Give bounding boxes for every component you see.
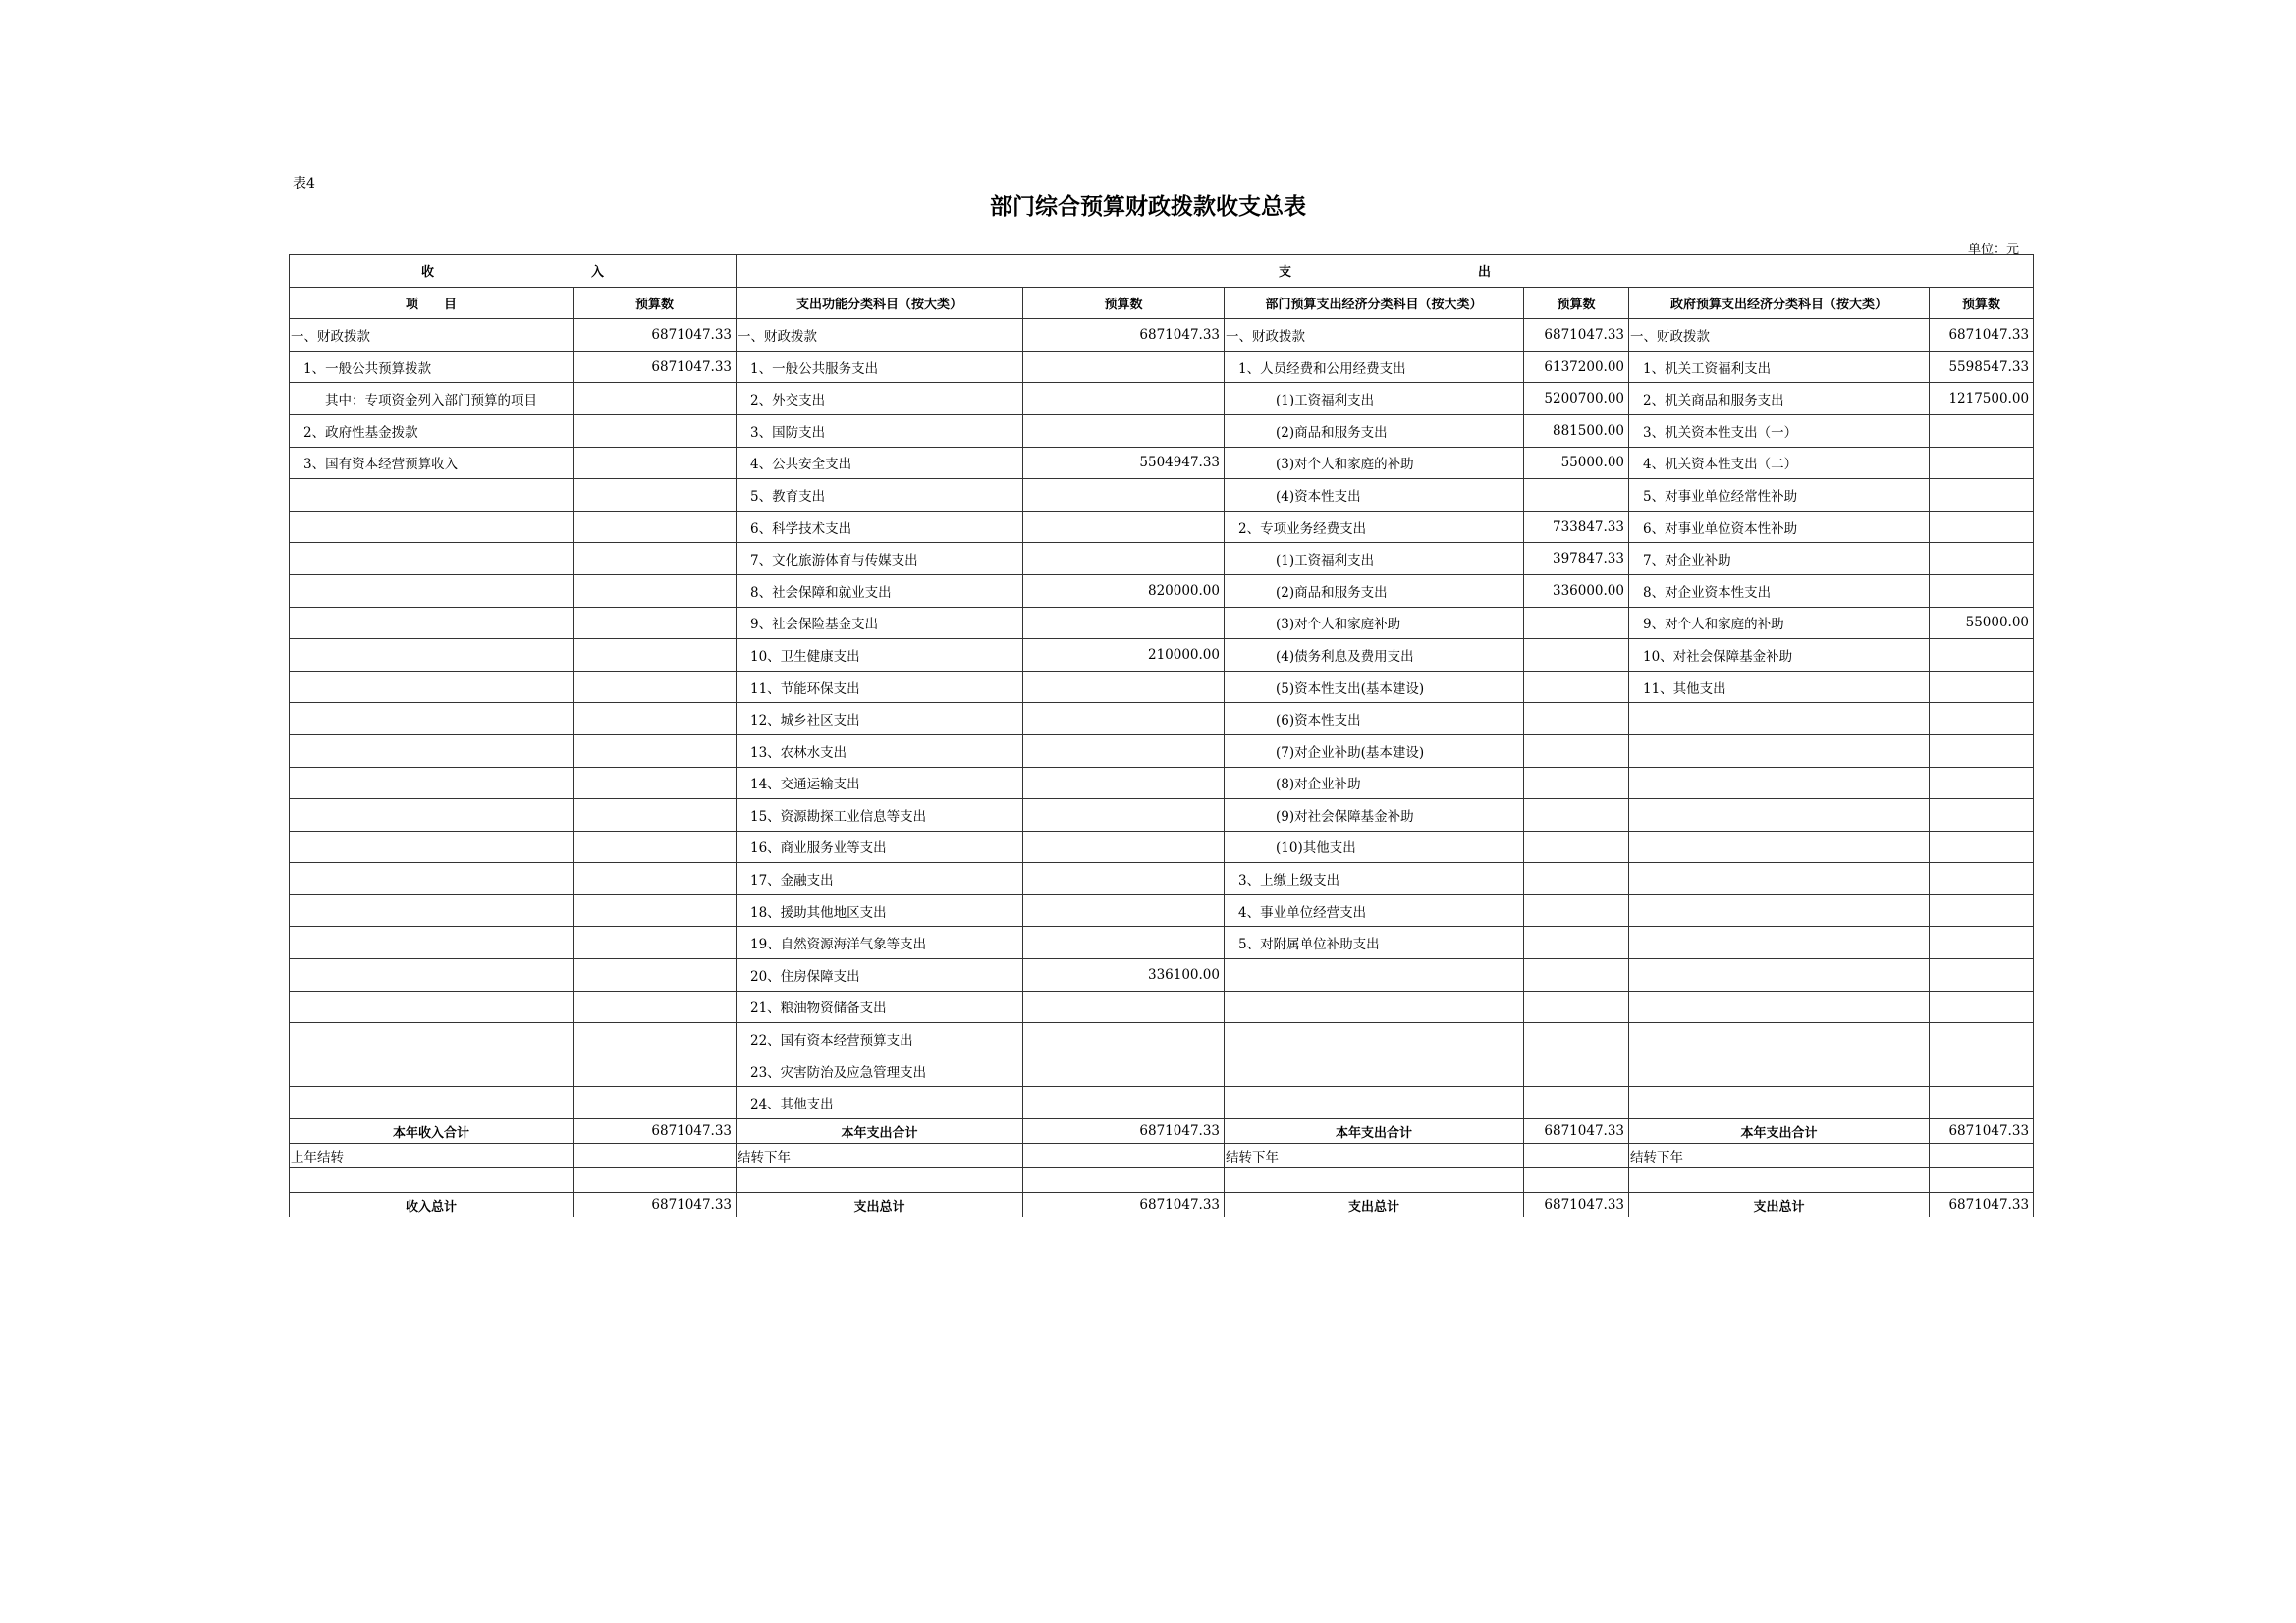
gov-econ-item-cell: 7、对企业补助	[1629, 543, 1930, 575]
table-number: 表4	[293, 176, 315, 191]
table-footer	[290, 1119, 2034, 1217]
dept-econ-item-cell: (3)对个人和家庭补助	[1225, 607, 1524, 639]
year-expense-total-value: 6871047.33	[1524, 1119, 1629, 1144]
dept-econ-budget-cell	[1524, 671, 1629, 703]
income-budget-cell: 6871047.33	[574, 319, 737, 352]
func-item-cell: 20、住房保障支出	[737, 959, 1023, 992]
dept-econ-item-cell	[1225, 1087, 1524, 1119]
gov-econ-item-cell	[1629, 894, 1930, 927]
col-budget-header: 预算数	[1524, 287, 1629, 319]
func-item-cell: 6、科学技术支出	[737, 511, 1023, 543]
dept-econ-item-cell	[1225, 959, 1524, 992]
prev-carry-label: 上年结转	[290, 1144, 574, 1168]
func-budget-cell	[1023, 927, 1225, 959]
blank-row	[290, 1168, 2034, 1193]
col-budget-header: 预算数	[574, 287, 737, 319]
income-budget-cell	[574, 799, 737, 832]
col-budget-header: 预算数	[1023, 287, 1225, 319]
income-budget-cell	[574, 831, 737, 863]
income-header: 收 入	[290, 255, 737, 288]
func-budget-cell	[1023, 991, 1225, 1023]
table-row	[290, 319, 2034, 352]
expense-grand-total-value: 6871047.33	[1023, 1193, 1225, 1217]
dept-econ-item-cell: (2)商品和服务支出	[1225, 574, 1524, 607]
func-item-cell: 2、外交支出	[737, 383, 1023, 415]
carry-next-label: 结转下年	[737, 1144, 1023, 1168]
gov-econ-budget-cell	[1930, 799, 2034, 832]
gov-econ-item-cell	[1629, 799, 1930, 832]
dept-econ-item-cell: (9)对社会保障基金补助	[1225, 799, 1524, 832]
gov-econ-item-cell: 6、对事业单位资本性补助	[1629, 511, 1930, 543]
func-budget-cell	[1023, 671, 1225, 703]
gov-econ-budget-cell	[1930, 927, 2034, 959]
gov-econ-item-cell: 11、其他支出	[1629, 671, 1930, 703]
dept-econ-budget-cell	[1524, 1023, 1629, 1055]
table-row	[290, 414, 2034, 447]
func-item-cell: 12、城乡社区支出	[737, 703, 1023, 735]
gov-econ-budget-cell	[1930, 831, 2034, 863]
dept-econ-item-cell	[1225, 991, 1524, 1023]
header-row-main	[290, 255, 2034, 288]
dept-econ-item-cell	[1225, 1023, 1524, 1055]
gov-econ-item-cell	[1629, 1055, 1930, 1087]
func-budget-cell	[1023, 703, 1225, 735]
func-item-cell: 1、一般公共服务支出	[737, 351, 1023, 383]
gov-econ-budget-cell	[1930, 894, 2034, 927]
func-item-cell: 一、财政拨款	[737, 319, 1023, 352]
income-budget-cell	[574, 991, 737, 1023]
income-item-cell: 1、一般公共预算拨款	[290, 351, 574, 383]
gov-econ-budget-cell: 55000.00	[1930, 607, 2034, 639]
income-item-cell	[290, 671, 574, 703]
income-item-cell	[290, 1055, 574, 1087]
gov-econ-item-cell: 3、机关资本性支出（一）	[1629, 414, 1930, 447]
col-budget-header: 预算数	[1930, 287, 2034, 319]
func-budget-cell	[1023, 414, 1225, 447]
income-item-cell	[290, 1023, 574, 1055]
gov-econ-item-cell: 5、对事业单位经常性补助	[1629, 479, 1930, 512]
income-budget-cell	[574, 607, 737, 639]
income-budget-cell	[574, 959, 737, 992]
col-func-header: 支出功能分类科目（按大类）	[737, 287, 1023, 319]
dept-econ-budget-cell	[1524, 894, 1629, 927]
gov-econ-item-cell	[1629, 734, 1930, 767]
func-item-cell: 15、资源勘探工业信息等支出	[737, 799, 1023, 832]
gov-econ-budget-cell: 5598547.33	[1930, 351, 2034, 383]
func-item-cell: 16、商业服务业等支出	[737, 831, 1023, 863]
income-budget-cell	[574, 927, 737, 959]
table-row	[290, 991, 2034, 1023]
gov-econ-budget-cell	[1930, 767, 2034, 799]
income-budget-cell	[574, 1023, 737, 1055]
func-budget-cell	[1023, 351, 1225, 383]
table-row	[290, 447, 2034, 479]
dept-econ-item-cell: (4)资本性支出	[1225, 479, 1524, 512]
table-row	[290, 767, 2034, 799]
budget-table	[289, 254, 2034, 1217]
gov-econ-budget-cell	[1930, 991, 2034, 1023]
func-budget-cell	[1023, 799, 1225, 832]
func-item-cell: 7、文化旅游体育与传媒支出	[737, 543, 1023, 575]
gov-econ-budget-cell	[1930, 671, 2034, 703]
income-grand-total-value: 6871047.33	[574, 1193, 737, 1217]
table-row	[290, 734, 2034, 767]
gov-econ-budget-cell	[1930, 543, 2034, 575]
dept-econ-item-cell: (8)对企业补助	[1225, 767, 1524, 799]
func-item-cell: 13、农林水支出	[737, 734, 1023, 767]
income-item-cell	[290, 991, 574, 1023]
gov-econ-item-cell	[1629, 991, 1930, 1023]
year-expense-total-value: 6871047.33	[1930, 1119, 2034, 1144]
gov-econ-item-cell: 4、机关资本性支出（二）	[1629, 447, 1930, 479]
gov-econ-item-cell	[1629, 767, 1930, 799]
gov-econ-budget-cell	[1930, 863, 2034, 895]
income-budget-cell	[574, 479, 737, 512]
income-item-cell	[290, 927, 574, 959]
income-item-cell	[290, 479, 574, 512]
table-row	[290, 1055, 2034, 1087]
table-row	[290, 607, 2034, 639]
income-budget-cell	[574, 894, 737, 927]
table-row	[290, 351, 2034, 383]
expense-header: 支 出	[737, 255, 2034, 288]
income-item-cell	[290, 574, 574, 607]
dept-econ-budget-cell	[1524, 734, 1629, 767]
dept-econ-item-cell: (10)其他支出	[1225, 831, 1524, 863]
dept-econ-budget-cell: 336000.00	[1524, 574, 1629, 607]
gov-econ-item-cell	[1629, 959, 1930, 992]
gov-econ-item-cell	[1629, 1023, 1930, 1055]
func-budget-cell	[1023, 1023, 1225, 1055]
income-item-cell	[290, 959, 574, 992]
income-budget-cell	[574, 767, 737, 799]
gov-econ-item-cell: 9、对个人和家庭的补助	[1629, 607, 1930, 639]
dept-econ-budget-cell	[1524, 991, 1629, 1023]
income-item-cell: 一、财政拨款	[290, 319, 574, 352]
table-row	[290, 863, 2034, 895]
gov-econ-budget-cell	[1930, 574, 2034, 607]
dept-econ-budget-cell	[1524, 831, 1629, 863]
dept-econ-item-cell: (4)债务利息及费用支出	[1225, 639, 1524, 672]
expense-grand-total-label: 支出总计	[737, 1193, 1023, 1217]
func-budget-cell	[1023, 894, 1225, 927]
col-gov-econ-header: 政府预算支出经济分类科目（按大类）	[1629, 287, 1930, 319]
func-budget-cell	[1023, 734, 1225, 767]
func-item-cell: 8、社会保障和就业支出	[737, 574, 1023, 607]
gov-econ-budget-cell	[1930, 734, 2034, 767]
table-row	[290, 959, 2034, 992]
year-expense-total-label: 本年支出合计	[1629, 1119, 1930, 1144]
func-budget-cell: 210000.00	[1023, 639, 1225, 672]
income-budget-cell	[574, 703, 737, 735]
income-item-cell	[290, 1087, 574, 1119]
year-expense-total-label: 本年支出合计	[1225, 1119, 1524, 1144]
income-budget-cell	[574, 383, 737, 415]
dept-econ-item-cell: 3、上缴上级支出	[1225, 863, 1524, 895]
table-body	[290, 319, 2034, 1119]
dept-econ-item-cell: 1、人员经费和公用经费支出	[1225, 351, 1524, 383]
dept-econ-budget-cell: 55000.00	[1524, 447, 1629, 479]
income-item-cell	[290, 639, 574, 672]
year-total-row	[290, 1119, 2034, 1144]
gov-econ-item-cell: 2、机关商品和服务支出	[1629, 383, 1930, 415]
dept-econ-budget-cell: 6137200.00	[1524, 351, 1629, 383]
func-item-cell: 21、粮油物资储备支出	[737, 991, 1023, 1023]
func-budget-cell	[1023, 863, 1225, 895]
func-item-cell: 17、金融支出	[737, 863, 1023, 895]
func-budget-cell	[1023, 511, 1225, 543]
year-expense-total-label: 本年支出合计	[737, 1119, 1023, 1144]
table-row	[290, 831, 2034, 863]
func-item-cell: 9、社会保险基金支出	[737, 607, 1023, 639]
income-item-cell	[290, 767, 574, 799]
dept-econ-budget-cell	[1524, 639, 1629, 672]
carry-row	[290, 1144, 2034, 1168]
income-item-cell	[290, 831, 574, 863]
gov-econ-budget-cell	[1930, 1023, 2034, 1055]
func-item-cell: 24、其他支出	[737, 1087, 1023, 1119]
income-budget-cell	[574, 511, 737, 543]
func-item-cell: 5、教育支出	[737, 479, 1023, 512]
table-row	[290, 927, 2034, 959]
page-title: 部门综合预算财政拨款收支总表	[990, 193, 1306, 220]
func-budget-cell	[1023, 607, 1225, 639]
gov-econ-item-cell: 8、对企业资本性支出	[1629, 574, 1930, 607]
gov-econ-budget-cell	[1930, 447, 2034, 479]
income-budget-cell	[574, 734, 737, 767]
gov-econ-item-cell: 一、财政拨款	[1629, 319, 1930, 352]
dept-econ-budget-cell	[1524, 607, 1629, 639]
income-item-cell	[290, 863, 574, 895]
table-row	[290, 1087, 2034, 1119]
year-expense-total-value: 6871047.33	[1023, 1119, 1225, 1144]
income-budget-cell: 6871047.33	[574, 351, 737, 383]
dept-econ-item-cell: (2)商品和服务支出	[1225, 414, 1524, 447]
income-budget-cell	[574, 671, 737, 703]
dept-econ-item-cell: 4、事业单位经营支出	[1225, 894, 1524, 927]
dept-econ-item-cell	[1225, 1055, 1524, 1087]
func-item-cell: 14、交通运输支出	[737, 767, 1023, 799]
func-budget-cell	[1023, 831, 1225, 863]
gov-econ-budget-cell	[1930, 511, 2034, 543]
func-budget-cell: 5504947.33	[1023, 447, 1225, 479]
income-budget-cell	[574, 1055, 737, 1087]
gov-econ-item-cell	[1629, 831, 1930, 863]
income-item-cell: 2、政府性基金拨款	[290, 414, 574, 447]
gov-econ-item-cell	[1629, 1087, 1930, 1119]
income-item-cell	[290, 894, 574, 927]
table-row	[290, 383, 2034, 415]
expense-grand-total-value: 6871047.33	[1930, 1193, 2034, 1217]
income-item-cell	[290, 511, 574, 543]
func-budget-cell: 6871047.33	[1023, 319, 1225, 352]
gov-econ-budget-cell	[1930, 479, 2034, 512]
dept-econ-budget-cell	[1524, 799, 1629, 832]
col-dept-econ-header: 部门预算支出经济分类科目（按大类）	[1225, 287, 1524, 319]
dept-econ-budget-cell	[1524, 863, 1629, 895]
func-item-cell: 18、援助其他地区支出	[737, 894, 1023, 927]
gov-econ-budget-cell	[1930, 414, 2034, 447]
year-income-total-value: 6871047.33	[574, 1119, 737, 1144]
gov-econ-budget-cell	[1930, 959, 2034, 992]
func-budget-cell	[1023, 479, 1225, 512]
table-row	[290, 639, 2034, 672]
dept-econ-budget-cell: 397847.33	[1524, 543, 1629, 575]
func-budget-cell: 336100.00	[1023, 959, 1225, 992]
income-budget-cell	[574, 414, 737, 447]
income-item-cell	[290, 703, 574, 735]
table-row	[290, 574, 2034, 607]
dept-econ-item-cell: 5、对附属单位补助支出	[1225, 927, 1524, 959]
func-item-cell: 23、灾害防治及应急管理支出	[737, 1055, 1023, 1087]
dept-econ-budget-cell: 6871047.33	[1524, 319, 1629, 352]
expense-grand-total-value: 6871047.33	[1524, 1193, 1629, 1217]
table-row	[290, 511, 2034, 543]
carry-next-label: 结转下年	[1225, 1144, 1524, 1168]
func-item-cell: 3、国防支出	[737, 414, 1023, 447]
dept-econ-budget-cell: 733847.33	[1524, 511, 1629, 543]
gov-econ-budget-cell	[1930, 1055, 2034, 1087]
func-item-cell: 11、节能环保支出	[737, 671, 1023, 703]
dept-econ-item-cell: (3)对个人和家庭的补助	[1225, 447, 1524, 479]
table-row	[290, 671, 2034, 703]
income-budget-cell	[574, 447, 737, 479]
expense-grand-total-label: 支出总计	[1629, 1193, 1930, 1217]
table-row	[290, 894, 2034, 927]
col-item-header: 项 目	[290, 287, 574, 319]
func-budget-cell	[1023, 383, 1225, 415]
unit-label: 单位：元	[1967, 243, 2019, 257]
income-grand-total-label: 收入总计	[290, 1193, 574, 1217]
func-budget-cell	[1023, 1087, 1225, 1119]
func-item-cell: 22、国有资本经营预算支出	[737, 1023, 1023, 1055]
gov-econ-item-cell	[1629, 927, 1930, 959]
dept-econ-item-cell: (7)对企业补助(基本建设)	[1225, 734, 1524, 767]
func-budget-cell: 820000.00	[1023, 574, 1225, 607]
income-item-cell	[290, 799, 574, 832]
table-row	[290, 543, 2034, 575]
func-item-cell: 4、公共安全支出	[737, 447, 1023, 479]
dept-econ-item-cell: (1)工资福利支出	[1225, 543, 1524, 575]
gov-econ-budget-cell	[1930, 1087, 2034, 1119]
func-budget-cell	[1023, 543, 1225, 575]
dept-econ-budget-cell	[1524, 927, 1629, 959]
dept-econ-item-cell: 一、财政拨款	[1225, 319, 1524, 352]
year-income-total-label: 本年收入合计	[290, 1119, 574, 1144]
dept-econ-item-cell: (1)工资福利支出	[1225, 383, 1524, 415]
income-budget-cell	[574, 1087, 737, 1119]
dept-econ-budget-cell: 5200700.00	[1524, 383, 1629, 415]
income-budget-cell	[574, 574, 737, 607]
dept-econ-item-cell: (5)资本性支出(基本建设)	[1225, 671, 1524, 703]
func-item-cell: 10、卫生健康支出	[737, 639, 1023, 672]
dept-econ-item-cell: 2、专项业务经费支出	[1225, 511, 1524, 543]
income-budget-cell	[574, 639, 737, 672]
dept-econ-budget-cell	[1524, 959, 1629, 992]
expense-grand-total-label: 支出总计	[1225, 1193, 1524, 1217]
table-row	[290, 1023, 2034, 1055]
gov-econ-item-cell	[1629, 863, 1930, 895]
income-budget-cell	[574, 543, 737, 575]
dept-econ-budget-cell	[1524, 1055, 1629, 1087]
dept-econ-item-cell: (6)资本性支出	[1225, 703, 1524, 735]
gov-econ-item-cell: 1、机关工资福利支出	[1629, 351, 1930, 383]
dept-econ-budget-cell	[1524, 1087, 1629, 1119]
func-budget-cell	[1023, 767, 1225, 799]
gov-econ-item-cell	[1629, 703, 1930, 735]
gov-econ-budget-cell: 6871047.33	[1930, 319, 2034, 352]
func-budget-cell	[1023, 1055, 1225, 1087]
income-budget-cell	[574, 863, 737, 895]
income-item-cell	[290, 607, 574, 639]
dept-econ-budget-cell	[1524, 767, 1629, 799]
income-item-cell: 其中：专项资金列入部门预算的项目	[290, 383, 574, 415]
gov-econ-item-cell: 10、对社会保障基金补助	[1629, 639, 1930, 672]
gov-econ-budget-cell: 1217500.00	[1930, 383, 2034, 415]
gov-econ-budget-cell	[1930, 703, 2034, 735]
income-item-cell	[290, 543, 574, 575]
income-item-cell: 3、国有资本经营预算收入	[290, 447, 574, 479]
table-row	[290, 799, 2034, 832]
table-row	[290, 479, 2034, 512]
func-item-cell: 19、自然资源海洋气象等支出	[737, 927, 1023, 959]
carry-next-label: 结转下年	[1629, 1144, 1930, 1168]
dept-econ-budget-cell	[1524, 703, 1629, 735]
income-item-cell	[290, 734, 574, 767]
table-row	[290, 703, 2034, 735]
dept-econ-budget-cell: 881500.00	[1524, 414, 1629, 447]
grand-total-row	[290, 1193, 2034, 1217]
dept-econ-budget-cell	[1524, 479, 1629, 512]
header-row-columns	[290, 287, 2034, 319]
gov-econ-budget-cell	[1930, 639, 2034, 672]
